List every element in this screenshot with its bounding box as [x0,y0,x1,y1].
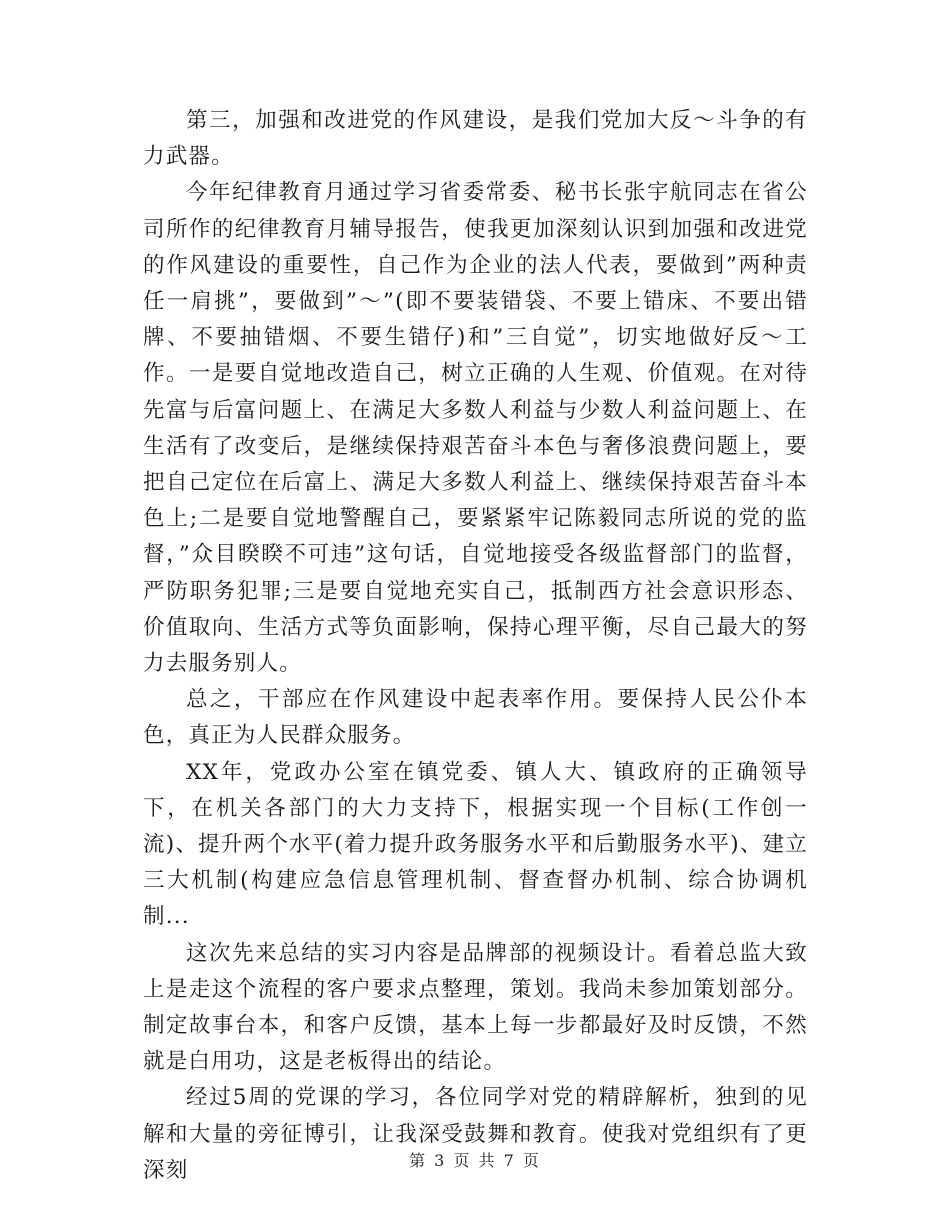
paragraph-4: XX年，党政办公室在镇党委、镇人大、镇政府的正确领导下，在机关各部门的大力支持下，根据实现一个目标(工作创一流)、提升两个水平(着力提升政务服务水平和后勤服务水平)、建立三大机制(构建应急信息管理机制、督查督办机制、综合协调机制... [143,759,808,930]
paragraph-3: 总之，干部应在作风建设中起表率作用。要保持人民公仆本色，真正为人民群众服务。 [143,687,808,749]
paragraph-6: 经过5周的党课的学习，各位同学对党的精辟解析，独到的见解和大量的旁征博引，让我深受鼓舞和教育。使我对党组织有了更深刻 [143,1085,808,1183]
document-body [143,103,808,1189]
page-footer: 第 3 页 共 7 页 [409,1151,541,1170]
paragraph-1: 第三，加强和改进党的作风建设，是我们党加大反～斗争的有力武器。 [143,108,808,170]
paragraph-2: 今年纪律教育月通过学习省委常委、秘书长张宇航同志在省公司所作的纪律教育月辅导报告，使我更加深刻认识到加强和改进党的作风建设的重要性，自己作为企业的法人代表，要做到”两种责任一肩挑”，要做到”～”(即不要装错袋、不要上错床、不要出错牌、不要抽错烟、不要生错仔)和”三自觉”，切实地做好反～工作。一是要自觉地改造自己，树立正确的人生观、价值观。在对待先富与后富问题上、在满足大多数人利益与少数人利益问题上、在生活有了改变后，是继续保持艰苦奋斗本色与奢侈浪费问题上，要把自己定位在后富上、满足大多数人利益上、继续保持艰苦奋斗本色上;二是要自觉地警醒自己，要紧紧牢记陈毅同志所说的党的监督，”众目睽睽不可违”这句话，自觉地接受各级监督部门的监督，严防职务犯罪;三是要自觉地充实自己，抵制西方社会意识形态、价值取向、生活方式等负面影响，保持心理平衡，尽自己最大的努力去服务别人。 [143,180,808,677]
paragraph-5: 这次先来总结的实习内容是品牌部的视频设计。看着总监大致上是走这个流程的客户要求点整理，策划。我尚未参加策划部分。制定故事台本，和客户反馈，基本上每一步都最好及时反馈，不然就是白用功，这是老板得出的结论。 [143,940,808,1075]
